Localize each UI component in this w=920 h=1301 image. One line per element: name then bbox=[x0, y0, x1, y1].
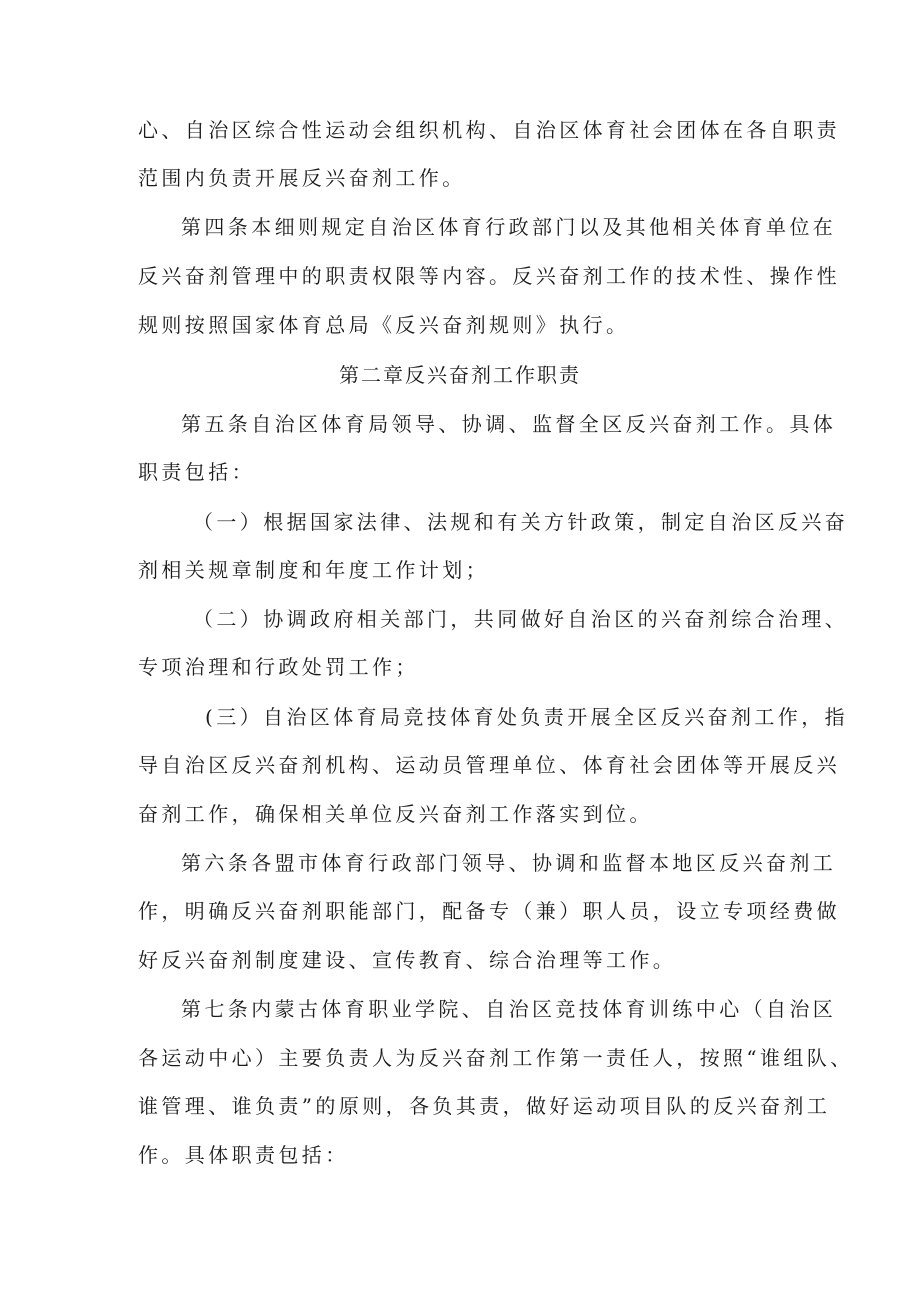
article-5-line-1: 第五条自治区体育局领导、协调、监督全区反兴奋剂工作。具体 bbox=[181, 412, 837, 436]
item-3-line-1: (三）自治区体育局竞技体育处负责开展全区反兴奋剂工作，指 bbox=[205, 705, 849, 729]
text-line-1: 心、自治区综合性运动会组织机构、自治区体育社会团体在各自职责 bbox=[138, 118, 840, 142]
item-1-line-1: （一）根据国家法律、法规和有关方针政策，制定自治区反兴奋 bbox=[193, 510, 849, 534]
item-2-line-2: 专项治理和行政处罚工作； bbox=[138, 655, 419, 679]
article-5-line-2: 职责包括： bbox=[138, 460, 255, 484]
item-3-line-3: 奋剂工作，确保相关单位反兴奋剂工作落实到位。 bbox=[138, 802, 653, 826]
article-4-line-3: 规则按照国家体育总局《反兴奋剂规则》执行。 bbox=[138, 313, 630, 337]
article-7-line-2: 各运动中心）主要负责人为反兴奋剂工作第一责任人，按照“谁组队、 bbox=[138, 1046, 854, 1070]
article-7-line-3: 谁管理、谁负责”的原则，各负其责，做好运动项目队的反兴奋剂工 bbox=[138, 1094, 831, 1118]
text-line-2: 范围内负责开展反兴奋剂工作。 bbox=[138, 166, 466, 190]
article-7-line-1: 第七条内蒙古体育职业学院、自治区竞技体育训练中心（自治区 bbox=[181, 997, 837, 1021]
article-6-line-1: 第六条各盟市体育行政部门领导、协调和监督本地区反兴奋剂工 bbox=[181, 851, 837, 875]
item-2-line-1: （二）协调政府相关部门，共同做好自治区的兴奋剂综合治理、 bbox=[193, 607, 849, 631]
article-4-line-1: 第四条本细则规定自治区体育行政部门以及其他相关体育单位在 bbox=[181, 215, 837, 239]
chapter-heading: 第二章反兴奋剂工作职责 bbox=[339, 363, 581, 387]
article-6-line-2: 作，明确反兴奋剂职能部门，配备专（兼）职人员，设立专项经费做 bbox=[138, 899, 840, 923]
article-4-line-2: 反兴奋剂管理中的职责权限等内容。反兴奋剂工作的技术性、操作性 bbox=[138, 264, 840, 288]
article-7-line-4: 作。具体职责包括： bbox=[138, 1143, 349, 1167]
item-1-line-2: 剂相关规章制度和年度工作计划； bbox=[138, 558, 489, 582]
item-3-line-2: 导自治区反兴奋剂机构、运动员管理单位、体育社会团体等开展反兴 bbox=[138, 753, 840, 777]
article-6-line-3: 好反兴奋剂制度建设、宣传教育、综合治理等工作。 bbox=[138, 948, 677, 972]
